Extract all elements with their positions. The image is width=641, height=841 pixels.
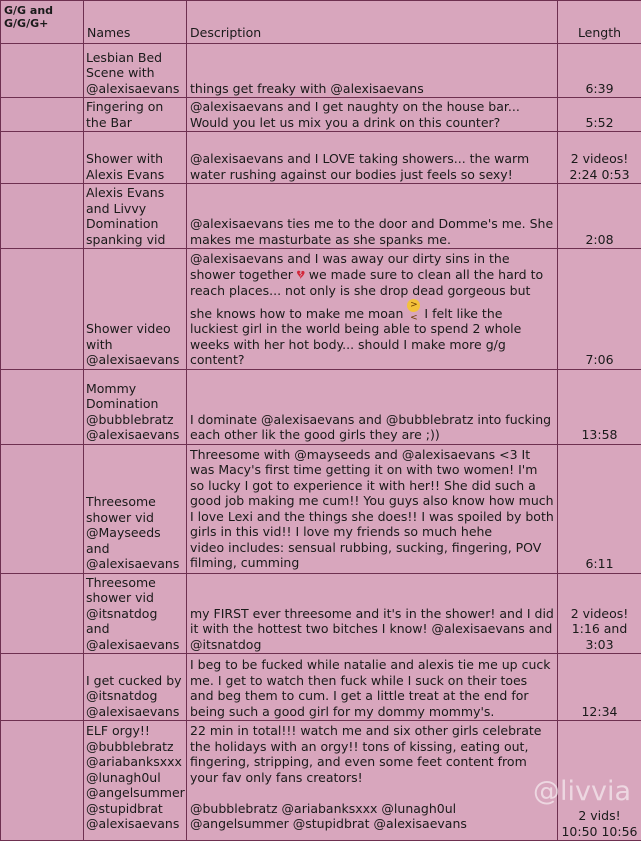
table-row — [1, 132, 641, 184]
video-description: I beg to be fucked while natalie and alexis tie me up cuck me. I get to watch then fuck while I suck on their toes and beg them to cum. I get a little treat at the end for being such a good girl for my dommy mommy's. — [187, 654, 558, 721]
table-row — [1, 98, 641, 132]
category-cell — [1, 369, 84, 444]
category-cell — [1, 184, 84, 249]
category-cell — [1, 132, 84, 184]
category-cell — [1, 444, 84, 573]
header-names: Names — [84, 1, 187, 44]
video-name: Mommy Domination @bubblebratz @alexisaevans — [84, 369, 187, 444]
description-part: @bubblebratz @ariabanksxxx @lunagh0ul @angelsummer @stupidbrat @alexisaevans — [190, 801, 467, 832]
header-row — [1, 1, 641, 44]
video-length: 12:34 — [558, 654, 641, 721]
video-name: Alexis Evans and Livvy Domination spanking vid — [84, 184, 187, 249]
video-name: I get cucked by @itsnatdog @alexisaevans — [84, 654, 187, 721]
video-length: 2:08 — [558, 184, 641, 249]
header-category: G/G and G/G/G+ — [1, 1, 84, 44]
category-cell — [1, 249, 84, 370]
table-row — [1, 444, 641, 573]
video-length: 6:39 — [558, 44, 641, 98]
video-description: @alexisaevans ties me to the door and Domme's me. She makes me masturbate as she spanks me. — [187, 184, 558, 249]
video-description: things get freaky with @alexisaevans — [187, 44, 558, 98]
video-description: @alexisaevans and I LOVE taking showers... the warm water rushing against our bodies just feels so sexy! — [187, 132, 558, 184]
video-length: 2 videos! 1:16 and 3:03 — [558, 573, 641, 654]
video-length: 13:58 — [558, 369, 641, 444]
video-name: Lesbian Bed Scene with @alexisaevans — [84, 44, 187, 98]
video-name: Shower with Alexis Evans — [84, 132, 187, 184]
video-name: Fingering on the Bar — [84, 98, 187, 132]
table-row — [1, 44, 641, 98]
category-cell — [1, 721, 84, 841]
category-cell — [1, 573, 84, 654]
video-description — [187, 721, 558, 841]
table-row — [1, 249, 641, 370]
video-description: @alexisaevans and I get naughty on the house bar... Would you let us mix you a drink on this counter? — [187, 98, 558, 132]
video-length: 2 videos! 2:24 0:53 — [558, 132, 641, 184]
video-name: Threesome shower vid @itsnatdog and @alexisaevans — [84, 573, 187, 654]
category-cell — [1, 44, 84, 98]
video-description — [187, 444, 558, 573]
category-cell — [1, 654, 84, 721]
table-row — [1, 654, 641, 721]
description-part: video includes: sensual rubbing, sucking, fingering, POV filming, cumming — [190, 540, 541, 571]
broken-heart-icon: 💔︎ — [297, 268, 305, 283]
video-description: I dominate @alexisaevans and @bubblebratz into fucking each other lik the good girls they are ;)) — [187, 369, 558, 444]
video-description — [187, 249, 558, 370]
header-length: Length — [558, 1, 641, 44]
description-part: @alexisaevans and I was away our dirty sins in the shower together — [190, 251, 510, 282]
description-part: I felt like the luckiest girl in the world being able to spend 2 whole weeks with her hot body... should I make more g/g content? — [190, 306, 521, 368]
video-name: Shower video with @alexisaevans — [84, 249, 187, 370]
description-part: 22 min in total!!! watch me and six other girls celebrate the holidays with an orgy!! tons of kissing, eating out, fingering, stripping, and even some feet content from your fav only fans creators! — [190, 723, 541, 785]
watermark: @livvia — [533, 776, 631, 807]
video-length: 7:06 — [558, 249, 641, 370]
video-length: 2 vids! 10:50 10:56 — [558, 721, 641, 841]
header-description: Description — [187, 1, 558, 44]
description-part: Threesome with @mayseeds and @alexisaevans <3 It was Macy's first time getting it on with two women! I'm so lucky I got to experience it with her!! She did such a good job making me cum!! You guys also know how much I love Lexi and the things she does!! I was spoiled by both girls in this vid!! I love my friends so much hehe — [190, 447, 554, 540]
table-row — [1, 184, 641, 249]
tired-face-icon: >< — [407, 299, 420, 312]
category-cell — [1, 98, 84, 132]
table-row — [1, 369, 641, 444]
table-row — [1, 573, 641, 654]
video-name: Threesome shower vid @Mayseeds and @alexisaevans — [84, 444, 187, 573]
video-description: my FIRST ever threesome and it's in the shower! and I did it with the hottest two bitches I know! @alexisaevans and @itsnatdog — [187, 573, 558, 654]
video-length: 6:11 — [558, 444, 641, 573]
video-name: ELF orgy!! @bubblebratz @ariabanksxxx @lunagh0ul @angelsummer @stupidbrat @alexisaevans — [84, 721, 187, 841]
video-length: 5:52 — [558, 98, 641, 132]
description-part: we made sure to clean all the hard to reach places... not only is she drop dead gorgeous but she knows how to make me moan — [190, 267, 543, 321]
